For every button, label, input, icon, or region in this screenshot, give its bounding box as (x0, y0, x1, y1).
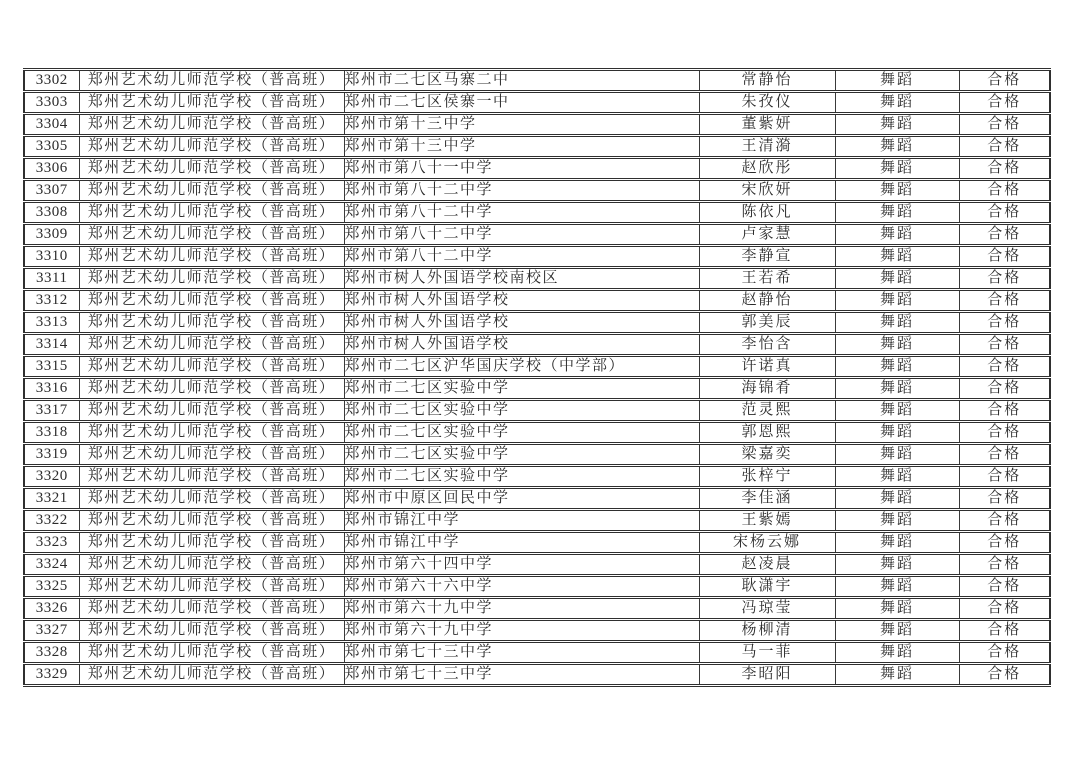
table-row (24, 488, 1050, 510)
cell-result: 合格 (959, 158, 1050, 180)
cell-result: 合格 (959, 246, 1050, 268)
cell-applied-school: 郑州艺术幼儿师范学校（普高班） (79, 488, 344, 510)
cell-subject: 舞蹈 (835, 180, 959, 202)
table-row (24, 290, 1050, 312)
cell-subject: 舞蹈 (835, 312, 959, 334)
cell-middle-school: 郑州市二七区实验中学 (344, 422, 699, 444)
cell-subject: 舞蹈 (835, 532, 959, 554)
cell-middle-school: 郑州市二七区实验中学 (344, 378, 699, 400)
cell-middle-school: 郑州市第六十九中学 (344, 620, 699, 642)
cell-middle-school: 郑州市第八十二中学 (344, 202, 699, 224)
cell-exam-number: 3318 (24, 422, 79, 444)
cell-result: 合格 (959, 312, 1050, 334)
cell-applied-school: 郑州艺术幼儿师范学校（普高班） (79, 466, 344, 488)
cell-applied-school: 郑州艺术幼儿师范学校（普高班） (79, 532, 344, 554)
cell-student-name: 王紫嫣 (699, 510, 835, 532)
cell-student-name: 杨柳清 (699, 620, 835, 642)
cell-result: 合格 (959, 444, 1050, 466)
cell-result: 合格 (959, 576, 1050, 598)
cell-student-name: 董紫妍 (699, 114, 835, 136)
table-row (24, 422, 1050, 444)
cell-result: 合格 (959, 356, 1050, 378)
cell-applied-school: 郑州艺术幼儿师范学校（普高班） (79, 202, 344, 224)
table-body (24, 70, 1050, 686)
cell-result: 合格 (959, 70, 1050, 92)
cell-subject: 舞蹈 (835, 92, 959, 114)
cell-subject: 舞蹈 (835, 202, 959, 224)
cell-result: 合格 (959, 334, 1050, 356)
cell-subject: 舞蹈 (835, 334, 959, 356)
cell-middle-school: 郑州市二七区沪华国庆学校（中学部） (344, 356, 699, 378)
cell-subject: 舞蹈 (835, 642, 959, 664)
cell-student-name: 李怡含 (699, 334, 835, 356)
cell-applied-school: 郑州艺术幼儿师范学校（普高班） (79, 510, 344, 532)
cell-result: 合格 (959, 114, 1050, 136)
cell-student-name: 梁嘉奕 (699, 444, 835, 466)
table-row (24, 620, 1050, 642)
cell-result: 合格 (959, 92, 1050, 114)
cell-subject: 舞蹈 (835, 378, 959, 400)
cell-student-name: 朱孜仪 (699, 92, 835, 114)
cell-student-name: 海锦肴 (699, 378, 835, 400)
cell-applied-school: 郑州艺术幼儿师范学校（普高班） (79, 378, 344, 400)
cell-applied-school: 郑州艺术幼儿师范学校（普高班） (79, 92, 344, 114)
cell-student-name: 常静怡 (699, 70, 835, 92)
cell-subject: 舞蹈 (835, 268, 959, 290)
cell-applied-school: 郑州艺术幼儿师范学校（普高班） (79, 422, 344, 444)
cell-student-name: 王清漪 (699, 136, 835, 158)
cell-middle-school: 郑州市第八十二中学 (344, 224, 699, 246)
cell-middle-school: 郑州市第八十一中学 (344, 158, 699, 180)
cell-result: 合格 (959, 180, 1050, 202)
cell-middle-school: 郑州市二七区侯寨一中 (344, 92, 699, 114)
cell-middle-school: 郑州市树人外国语学校 (344, 312, 699, 334)
cell-middle-school: 郑州市树人外国语学校 (344, 290, 699, 312)
cell-student-name: 李昭阳 (699, 664, 835, 686)
cell-result: 合格 (959, 642, 1050, 664)
cell-exam-number: 3305 (24, 136, 79, 158)
cell-exam-number: 3327 (24, 620, 79, 642)
cell-student-name: 李佳涵 (699, 488, 835, 510)
cell-student-name: 李静宣 (699, 246, 835, 268)
cell-student-name: 宋杨云娜 (699, 532, 835, 554)
cell-middle-school: 郑州市锦江中学 (344, 532, 699, 554)
cell-applied-school: 郑州艺术幼儿师范学校（普高班） (79, 554, 344, 576)
cell-middle-school: 郑州市锦江中学 (344, 510, 699, 532)
cell-result: 合格 (959, 620, 1050, 642)
table-row (24, 400, 1050, 422)
cell-applied-school: 郑州艺术幼儿师范学校（普高班） (79, 114, 344, 136)
cell-exam-number: 3317 (24, 400, 79, 422)
cell-applied-school: 郑州艺术幼儿师范学校（普高班） (79, 356, 344, 378)
cell-result: 合格 (959, 290, 1050, 312)
cell-middle-school: 郑州市树人外国语学校南校区 (344, 268, 699, 290)
cell-result: 合格 (959, 664, 1050, 686)
cell-middle-school: 郑州市第六十四中学 (344, 554, 699, 576)
cell-exam-number: 3325 (24, 576, 79, 598)
cell-subject: 舞蹈 (835, 620, 959, 642)
cell-subject: 舞蹈 (835, 554, 959, 576)
cell-applied-school: 郑州艺术幼儿师范学校（普高班） (79, 598, 344, 620)
cell-middle-school: 郑州市中原区回民中学 (344, 488, 699, 510)
cell-applied-school: 郑州艺术幼儿师范学校（普高班） (79, 246, 344, 268)
cell-applied-school: 郑州艺术幼儿师范学校（普高班） (79, 334, 344, 356)
cell-student-name: 郭恩熙 (699, 422, 835, 444)
cell-middle-school: 郑州市二七区实验中学 (344, 400, 699, 422)
cell-result: 合格 (959, 532, 1050, 554)
cell-subject: 舞蹈 (835, 136, 959, 158)
cell-student-name: 张梓宁 (699, 466, 835, 488)
table-row (24, 202, 1050, 224)
cell-middle-school: 郑州市第十三中学 (344, 114, 699, 136)
cell-subject: 舞蹈 (835, 400, 959, 422)
cell-result: 合格 (959, 466, 1050, 488)
table-row (24, 378, 1050, 400)
cell-middle-school: 郑州市第六十九中学 (344, 598, 699, 620)
table-row (24, 180, 1050, 202)
cell-exam-number: 3314 (24, 334, 79, 356)
cell-subject: 舞蹈 (835, 224, 959, 246)
cell-exam-number: 3316 (24, 378, 79, 400)
cell-applied-school: 郑州艺术幼儿师范学校（普高班） (79, 576, 344, 598)
cell-result: 合格 (959, 136, 1050, 158)
cell-exam-number: 3321 (24, 488, 79, 510)
table-row (24, 136, 1050, 158)
cell-student-name: 范灵熙 (699, 400, 835, 422)
cell-result: 合格 (959, 488, 1050, 510)
cell-middle-school: 郑州市树人外国语学校 (344, 334, 699, 356)
cell-result: 合格 (959, 422, 1050, 444)
cell-applied-school: 郑州艺术幼儿师范学校（普高班） (79, 620, 344, 642)
cell-student-name: 耿潇宇 (699, 576, 835, 598)
cell-student-name: 赵静怡 (699, 290, 835, 312)
cell-exam-number: 3308 (24, 202, 79, 224)
cell-result: 合格 (959, 598, 1050, 620)
table-row (24, 510, 1050, 532)
table-row (24, 268, 1050, 290)
cell-subject: 舞蹈 (835, 290, 959, 312)
cell-exam-number: 3319 (24, 444, 79, 466)
table-row (24, 664, 1050, 686)
cell-exam-number: 3320 (24, 466, 79, 488)
cell-exam-number: 3311 (24, 268, 79, 290)
cell-student-name: 许诺真 (699, 356, 835, 378)
cell-exam-number: 3309 (24, 224, 79, 246)
table-row (24, 598, 1050, 620)
cell-student-name: 赵凌晨 (699, 554, 835, 576)
cell-exam-number: 3313 (24, 312, 79, 334)
cell-subject: 舞蹈 (835, 598, 959, 620)
results-table (23, 68, 1051, 687)
cell-subject: 舞蹈 (835, 466, 959, 488)
table-row (24, 444, 1050, 466)
cell-exam-number: 3326 (24, 598, 79, 620)
cell-exam-number: 3302 (24, 70, 79, 92)
cell-subject: 舞蹈 (835, 114, 959, 136)
table-row (24, 224, 1050, 246)
table-row (24, 642, 1050, 664)
cell-student-name: 赵欣彤 (699, 158, 835, 180)
cell-exam-number: 3328 (24, 642, 79, 664)
cell-student-name: 郭美辰 (699, 312, 835, 334)
cell-student-name: 卢家慧 (699, 224, 835, 246)
cell-middle-school: 郑州市第七十三中学 (344, 664, 699, 686)
cell-middle-school: 郑州市二七区实验中学 (344, 466, 699, 488)
table-row (24, 356, 1050, 378)
cell-middle-school: 郑州市第七十三中学 (344, 642, 699, 664)
cell-exam-number: 3323 (24, 532, 79, 554)
table-row (24, 466, 1050, 488)
table-row (24, 246, 1050, 268)
table-row (24, 114, 1050, 136)
cell-student-name: 宋欣妍 (699, 180, 835, 202)
cell-result: 合格 (959, 268, 1050, 290)
cell-subject: 舞蹈 (835, 444, 959, 466)
cell-applied-school: 郑州艺术幼儿师范学校（普高班） (79, 158, 344, 180)
table-row (24, 70, 1050, 92)
cell-exam-number: 3324 (24, 554, 79, 576)
cell-subject: 舞蹈 (835, 158, 959, 180)
cell-applied-school: 郑州艺术幼儿师范学校（普高班） (79, 664, 344, 686)
cell-result: 合格 (959, 554, 1050, 576)
cell-exam-number: 3310 (24, 246, 79, 268)
cell-result: 合格 (959, 510, 1050, 532)
cell-middle-school: 郑州市二七区马寨二中 (344, 70, 699, 92)
cell-exam-number: 3312 (24, 290, 79, 312)
cell-student-name: 冯琼莹 (699, 598, 835, 620)
table-row (24, 312, 1050, 334)
cell-applied-school: 郑州艺术幼儿师范学校（普高班） (79, 224, 344, 246)
cell-subject: 舞蹈 (835, 70, 959, 92)
cell-result: 合格 (959, 202, 1050, 224)
cell-middle-school: 郑州市二七区实验中学 (344, 444, 699, 466)
cell-applied-school: 郑州艺术幼儿师范学校（普高班） (79, 180, 344, 202)
cell-subject: 舞蹈 (835, 356, 959, 378)
cell-applied-school: 郑州艺术幼儿师范学校（普高班） (79, 70, 344, 92)
cell-subject: 舞蹈 (835, 488, 959, 510)
cell-subject: 舞蹈 (835, 246, 959, 268)
cell-applied-school: 郑州艺术幼儿师范学校（普高班） (79, 268, 344, 290)
cell-middle-school: 郑州市第十三中学 (344, 136, 699, 158)
cell-student-name: 马一菲 (699, 642, 835, 664)
cell-middle-school: 郑州市第八十二中学 (344, 246, 699, 268)
cell-applied-school: 郑州艺术幼儿师范学校（普高班） (79, 136, 344, 158)
cell-exam-number: 3303 (24, 92, 79, 114)
cell-applied-school: 郑州艺术幼儿师范学校（普高班） (79, 290, 344, 312)
cell-exam-number: 3322 (24, 510, 79, 532)
cell-middle-school: 郑州市第六十六中学 (344, 576, 699, 598)
cell-result: 合格 (959, 378, 1050, 400)
cell-exam-number: 3315 (24, 356, 79, 378)
cell-student-name: 陈依凡 (699, 202, 835, 224)
cell-exam-number: 3307 (24, 180, 79, 202)
cell-exam-number: 3329 (24, 664, 79, 686)
cell-result: 合格 (959, 224, 1050, 246)
table-row (24, 334, 1050, 356)
cell-student-name: 王若希 (699, 268, 835, 290)
table-row (24, 576, 1050, 598)
cell-subject: 舞蹈 (835, 422, 959, 444)
cell-exam-number: 3304 (24, 114, 79, 136)
cell-middle-school: 郑州市第八十二中学 (344, 180, 699, 202)
table-row (24, 554, 1050, 576)
cell-subject: 舞蹈 (835, 510, 959, 532)
table-row (24, 92, 1050, 114)
table-row (24, 158, 1050, 180)
table-row (24, 532, 1050, 554)
cell-subject: 舞蹈 (835, 576, 959, 598)
cell-applied-school: 郑州艺术幼儿师范学校（普高班） (79, 400, 344, 422)
cell-applied-school: 郑州艺术幼儿师范学校（普高班） (79, 642, 344, 664)
cell-applied-school: 郑州艺术幼儿师范学校（普高班） (79, 312, 344, 334)
cell-exam-number: 3306 (24, 158, 79, 180)
cell-result: 合格 (959, 400, 1050, 422)
cell-subject: 舞蹈 (835, 664, 959, 686)
cell-applied-school: 郑州艺术幼儿师范学校（普高班） (79, 444, 344, 466)
